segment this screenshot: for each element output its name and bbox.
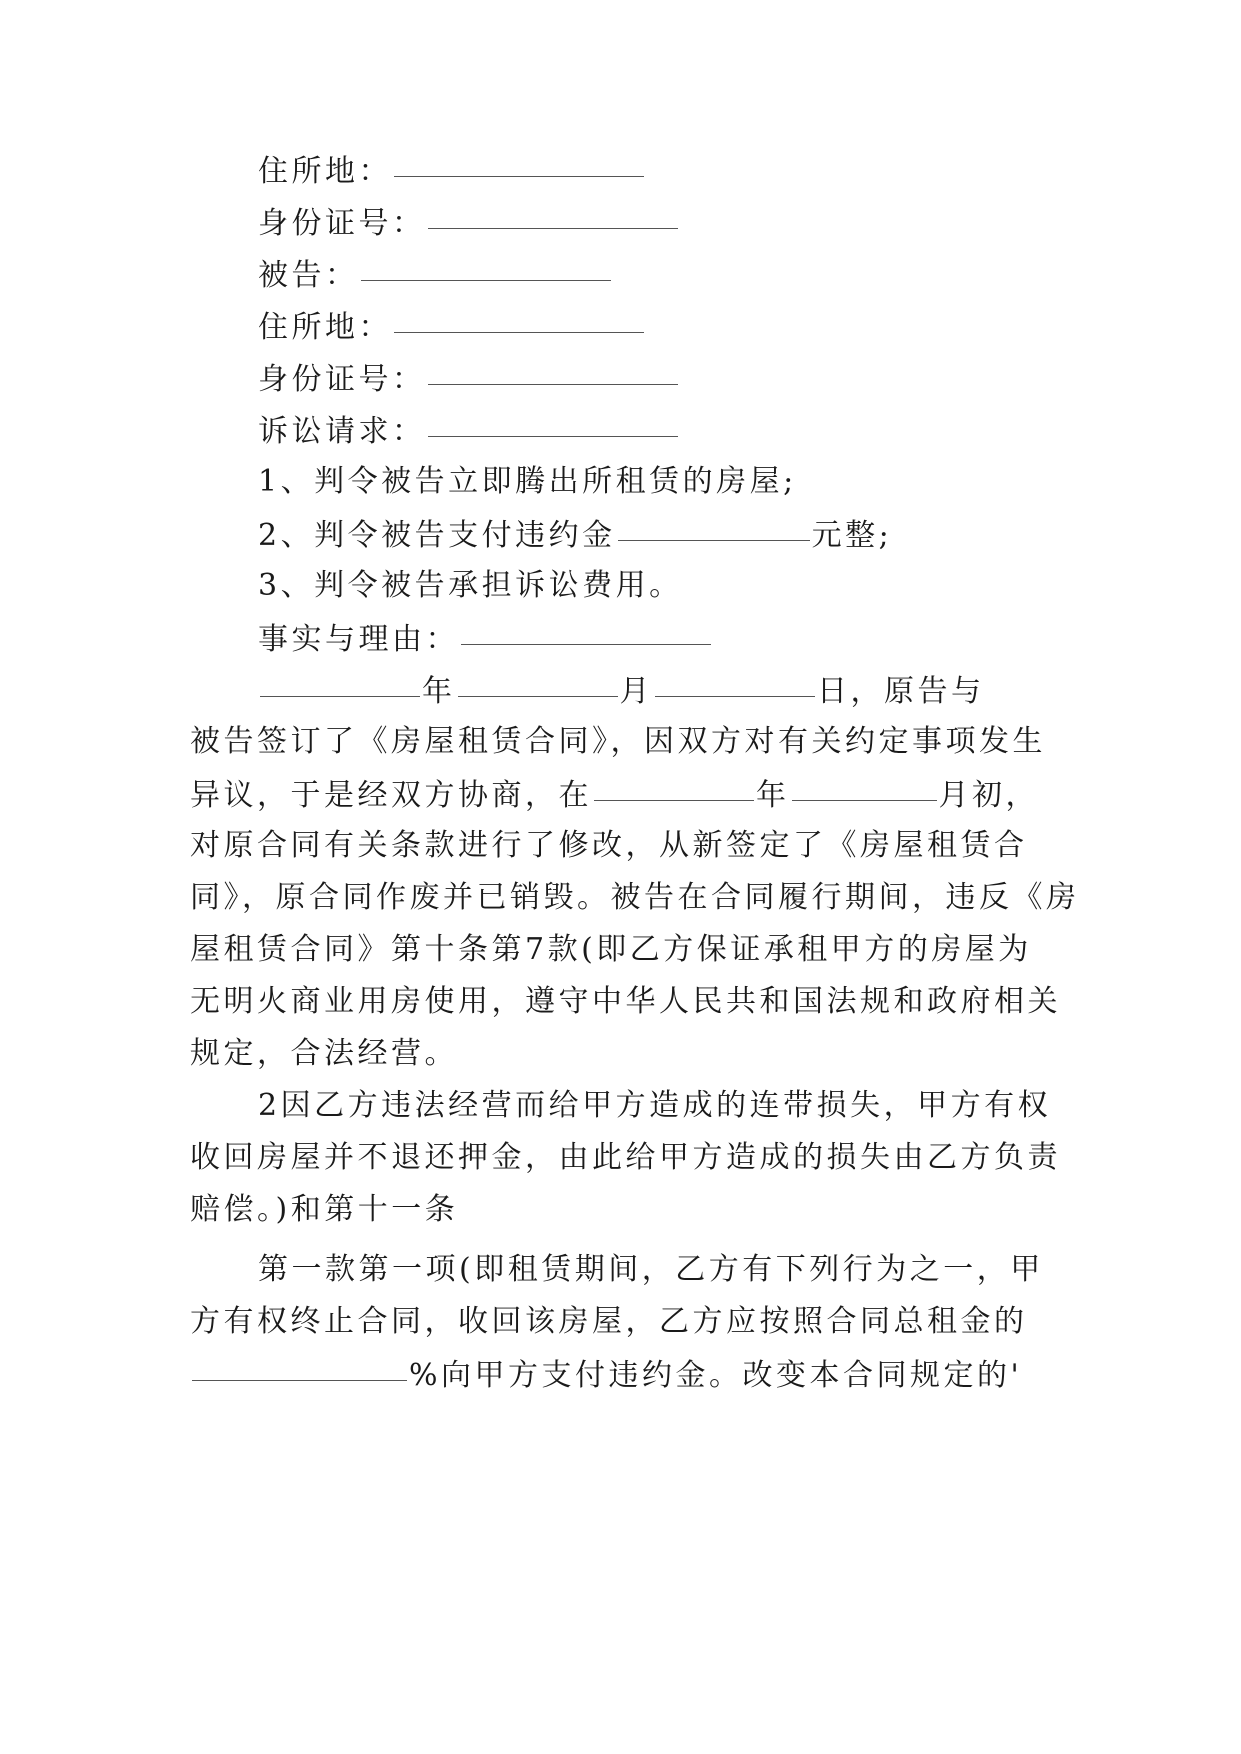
claim-item-1: 1、判令被告立即腾出所租赁的房屋; bbox=[258, 464, 797, 499]
body-line-19: 2因乙方违法经营而给甲方造成的连带损失，甲方有权 bbox=[258, 1088, 1052, 1123]
defendant-address-line bbox=[258, 306, 1128, 348]
facts-blank[interactable] bbox=[461, 614, 711, 645]
defendant-id-label: 身份证号： bbox=[258, 362, 426, 397]
body-line-23: 方有权终止合同，收回该房屋，乙方应按照合同总租金的 bbox=[190, 1304, 1028, 1339]
day-blank[interactable] bbox=[655, 666, 815, 697]
body-line-13 bbox=[190, 774, 1060, 816]
claim-item-2-suffix: 元整; bbox=[811, 518, 893, 553]
claims-blank[interactable] bbox=[428, 406, 678, 437]
claim-item-2-text: 2、判令被告支付违约金 bbox=[258, 518, 616, 553]
day-label: 日，原告与 bbox=[817, 674, 985, 709]
negotiation-month-label: 月初， bbox=[938, 778, 1039, 813]
body-line-22: 第一款第一项(即租赁期间，乙方有下列行为之一，甲 bbox=[258, 1252, 1044, 1287]
plaintiff-id-blank[interactable] bbox=[428, 198, 678, 229]
plaintiff-address-label: 住所地： bbox=[258, 154, 392, 189]
body-line-24 bbox=[190, 1354, 1060, 1396]
negotiation-year-label: 年 bbox=[756, 778, 790, 813]
body-line-14: 对原合同有关条款进行了修改，从新签定了《房屋租赁合 bbox=[190, 828, 1028, 863]
defendant-label: 被告： bbox=[258, 258, 359, 293]
claim-item-2 bbox=[258, 514, 1128, 556]
negotiation-month-blank[interactable] bbox=[792, 770, 937, 801]
body-line-15: 同》，原合同作废并已销毁。被告在合同履行期间，违反《房 bbox=[190, 880, 1080, 915]
claims-label: 诉讼请求： bbox=[258, 414, 426, 449]
defendant-blank[interactable] bbox=[361, 250, 611, 281]
facts-label: 事实与理由： bbox=[258, 622, 459, 657]
plaintiff-id-label: 身份证号： bbox=[258, 206, 426, 241]
date-line bbox=[258, 670, 1128, 712]
month-label: 月 bbox=[619, 674, 653, 709]
body-line-13-text: 异议，于是经双方协商，在 bbox=[190, 778, 592, 813]
defendant-address-label: 住所地： bbox=[258, 310, 392, 345]
body-line-17: 无明火商业用房使用，遵守中华人民共和国法规和政府相关 bbox=[190, 984, 1061, 1019]
body-line-12: 被告签订了《房屋租赁合同》，因双方对有关约定事项发生 bbox=[190, 724, 1046, 759]
penalty-amount-blank[interactable] bbox=[618, 510, 810, 541]
plaintiff-id-line bbox=[258, 202, 1128, 244]
body-line-20: 收回房屋并不退还押金，由此给甲方造成的损失由乙方负责 bbox=[190, 1140, 1061, 1175]
negotiation-year-blank[interactable] bbox=[594, 770, 754, 801]
claims-line bbox=[258, 410, 1128, 452]
body-line-21: 赔偿。)和第十一条 bbox=[190, 1192, 459, 1227]
body-line-16: 屋租赁合同》第十条第7款(即乙方保证承租甲方的房屋为 bbox=[190, 932, 1032, 967]
body-line-24-text: %向甲方支付违约金。改变本合同规定的' bbox=[409, 1358, 1023, 1393]
year-label: 年 bbox=[422, 674, 456, 709]
claim-item-3: 3、判令被告承担诉讼费用。 bbox=[258, 568, 683, 603]
plaintiff-address-line bbox=[258, 150, 1128, 192]
defendant-line bbox=[258, 254, 1128, 296]
facts-line bbox=[258, 618, 1128, 660]
defendant-id-line bbox=[258, 358, 1128, 400]
plaintiff-address-blank[interactable] bbox=[394, 146, 644, 177]
defendant-id-blank[interactable] bbox=[428, 354, 678, 385]
body-line-18: 规定，合法经营。 bbox=[190, 1036, 458, 1071]
penalty-percent-blank[interactable] bbox=[192, 1350, 407, 1381]
year-blank[interactable] bbox=[260, 666, 420, 697]
defendant-address-blank[interactable] bbox=[394, 302, 644, 333]
month-blank[interactable] bbox=[458, 666, 618, 697]
